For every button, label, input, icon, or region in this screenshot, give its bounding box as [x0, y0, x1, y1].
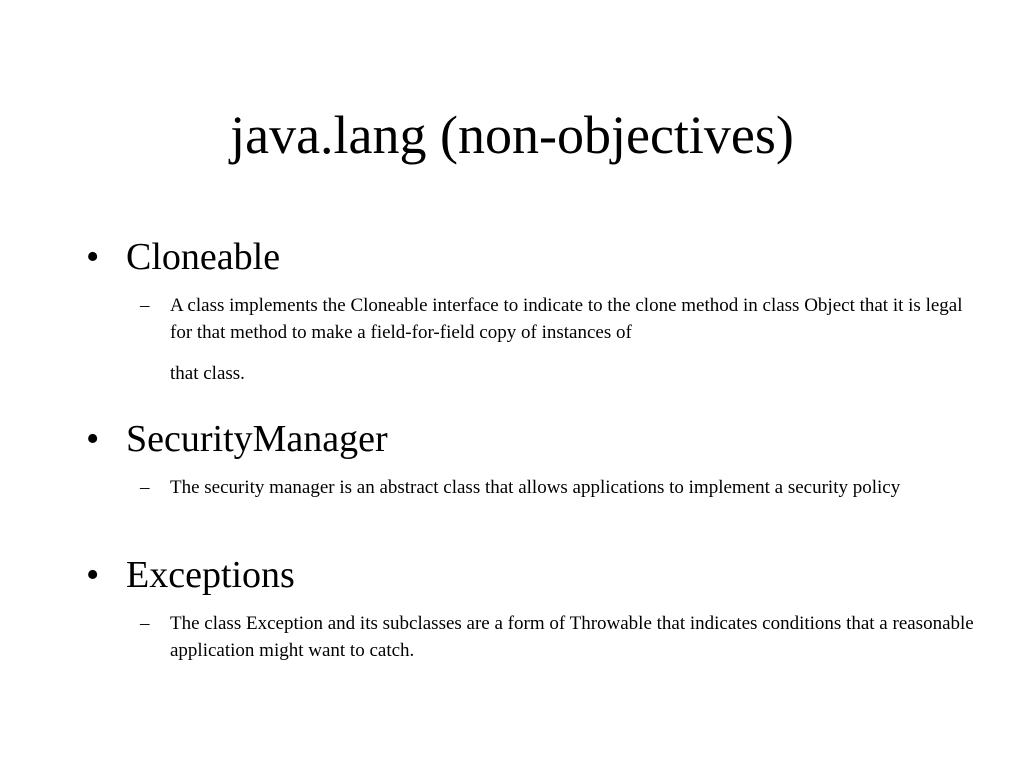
- sub-bullet: [126, 292, 986, 387]
- bullet-heading: Cloneable: [126, 236, 281, 278]
- bullet-heading: Exceptions: [126, 554, 295, 596]
- slide-title: java.lang (non-objectives): [230, 105, 794, 165]
- bullet-exceptions: [86, 548, 986, 664]
- sub-bullet: [126, 474, 986, 501]
- dash-marker: –: [140, 477, 150, 498]
- dash-marker: –: [140, 295, 150, 316]
- sub-bullet-text: [170, 292, 986, 387]
- bullet-securitymanager: [86, 412, 986, 501]
- bullet-heading: SecurityManager: [126, 418, 388, 460]
- bullet-cloneable: [86, 230, 986, 387]
- sub-bullet: [126, 610, 986, 664]
- bullet-marker: •: [86, 554, 100, 596]
- sub-bullet-text-main: A class implements the Cloneable interface to indicate to the clone method in class Object that it is legal for that method to make a field-for-field copy of instances of: [170, 295, 963, 343]
- dash-marker: –: [140, 613, 150, 634]
- sub-bullet-text-tail: that class.: [170, 363, 245, 384]
- sub-bullet-text: The security manager is an abstract class that allows applications to implement a security policy: [170, 477, 901, 498]
- sub-bullet-text: The class Exception and its subclasses are a form of Throwable that indicates conditions that a reasonable application might want to catch.: [170, 613, 974, 661]
- bullet-marker: •: [86, 418, 100, 460]
- bullet-marker: •: [86, 236, 100, 278]
